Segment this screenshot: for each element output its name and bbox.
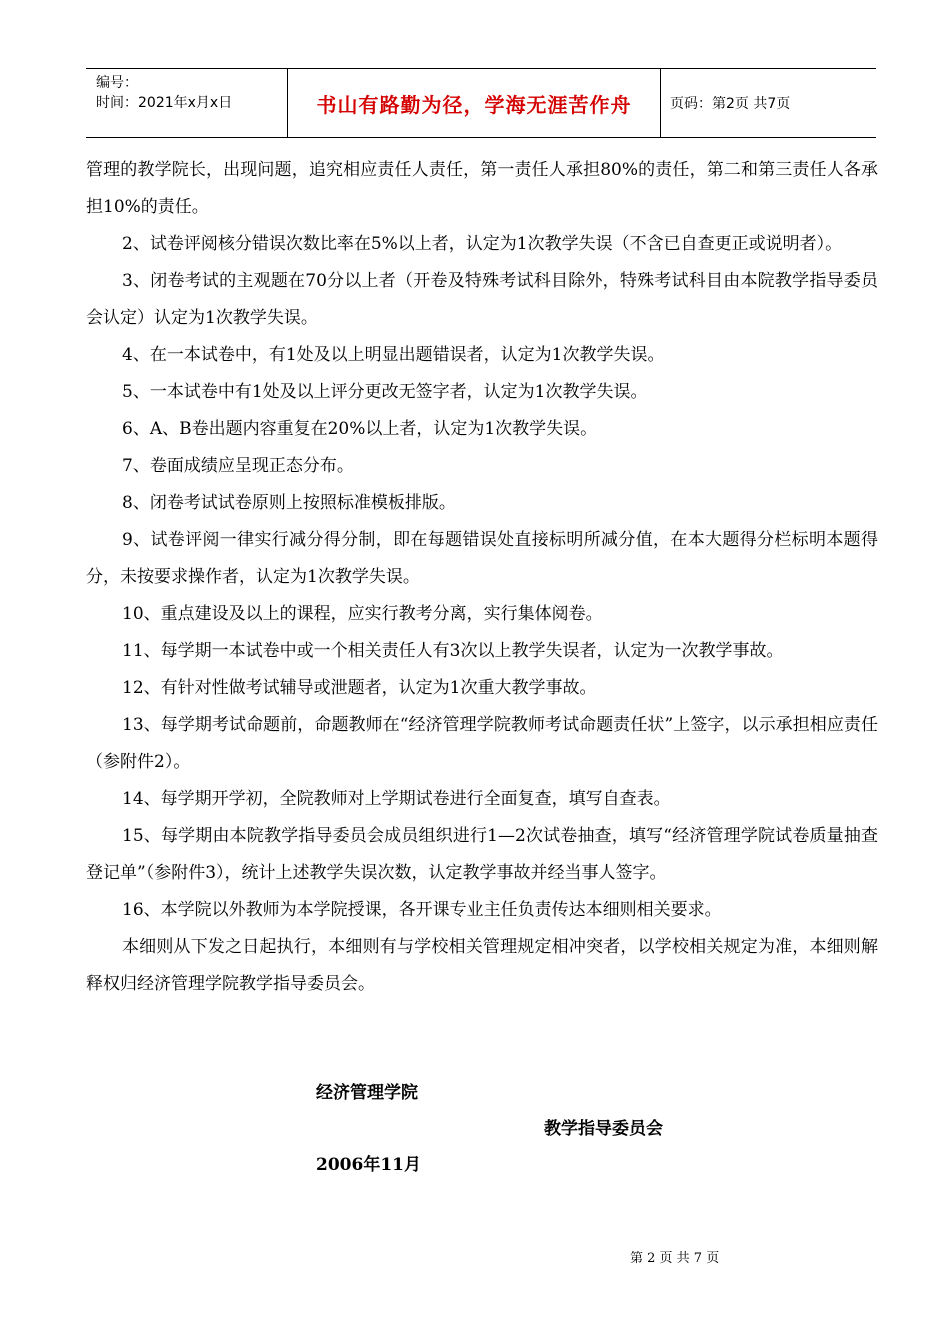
signature-school: 经济管理学院: [316, 1083, 418, 1103]
rule-item: 本细则从下发之日起执行，本细则有与学校相关管理规定相冲突者，以学校相关规定为准，本细则解释权归经济管理学院教学指导委员会。: [86, 937, 878, 994]
rule-item: 12、有针对性做考试辅导或泄题者，认定为1次重大教学事故。: [122, 678, 597, 698]
rule-item: 9、试卷评阅一律实行减分得分制，即在每题错误处直接标明所减分值，在本大题得分栏标明本题得分，未按要求操作者，认定为1次教学失误。: [86, 530, 878, 587]
header-meta: [86, 69, 288, 137]
rule-item: 11、每学期一本试卷中或一个相关责任人有3次以上教学失误者，认定为一次教学事故。: [122, 641, 784, 661]
header-motto: 书山有路勤为径，学海无涯苦作舟: [288, 69, 661, 137]
page-header: [86, 68, 876, 138]
paragraph-gap: [86, 1003, 878, 1040]
rule-item: 6、A、B卷出题内容重复在20%以上者，认定为1次教学失误。: [122, 419, 598, 439]
document-body: [86, 152, 878, 1040]
rule-item: 4、在一本试卷中，有1处及以上明显出题错误者，认定为1次教学失误。: [122, 345, 665, 365]
rule-item: 8、闭卷考试试卷原则上按照标准模板排版。: [122, 493, 456, 513]
rule-item: 2、试卷评阅核分错误次数比率在5%以上者，认定为1次教学失误（不含已自查更正或说明者）。: [122, 234, 843, 254]
document-number-label: 编号：: [96, 75, 138, 91]
rule-item: 16、本学院以外教师为本学院授课，各开课专业主任负责传达本细则相关要求。: [122, 900, 722, 920]
signature-date: 2006年11月: [316, 1155, 421, 1175]
rule-item: 15、每学期由本院教学指导委员会成员组织进行1—2次试卷抽查，填写“经济管理学院试卷质量抽查登记单”（参附件3），统计上述教学失误次数，认定教学事故并经当事人签字。: [86, 826, 878, 883]
rule-item: 3、闭卷考试的主观题在70分以上者（开卷及特殊考试科目除外，特殊考试科目由本院教学指导委员会认定）认定为1次教学失误。: [86, 271, 878, 328]
header-page-info: 页码：第2页 共7页: [670, 96, 791, 112]
document-time-label: 时间：2021年x月x日: [96, 95, 233, 111]
page-footer: 第 2 页 共 7 页: [630, 1251, 720, 1266]
rule-item: 10、重点建设及以上的课程，应实行教考分离，实行集体阅卷。: [122, 604, 603, 624]
rule-item: 5、一本试卷中有1处及以上评分更改无签字者，认定为1次教学失误。: [122, 382, 648, 402]
signature-committee: 教学指导委员会: [544, 1119, 663, 1139]
rule-item: 7、卷面成绩应呈现正态分布。: [122, 456, 354, 476]
rule-item: 13、每学期考试命题前，命题教师在“经济管理学院教师考试命题责任状”上签字，以示承担相应责任（参附件2）。: [86, 715, 878, 772]
rule-item: 14、每学期开学初，全院教师对上学期试卷进行全面复查，填写自查表。: [122, 789, 671, 809]
paragraph: 管理的教学院长，出现问题，追究相应责任人责任，第一责任人承担80%的责任，第二和第三责任人各承担10%的责任。: [86, 160, 878, 217]
